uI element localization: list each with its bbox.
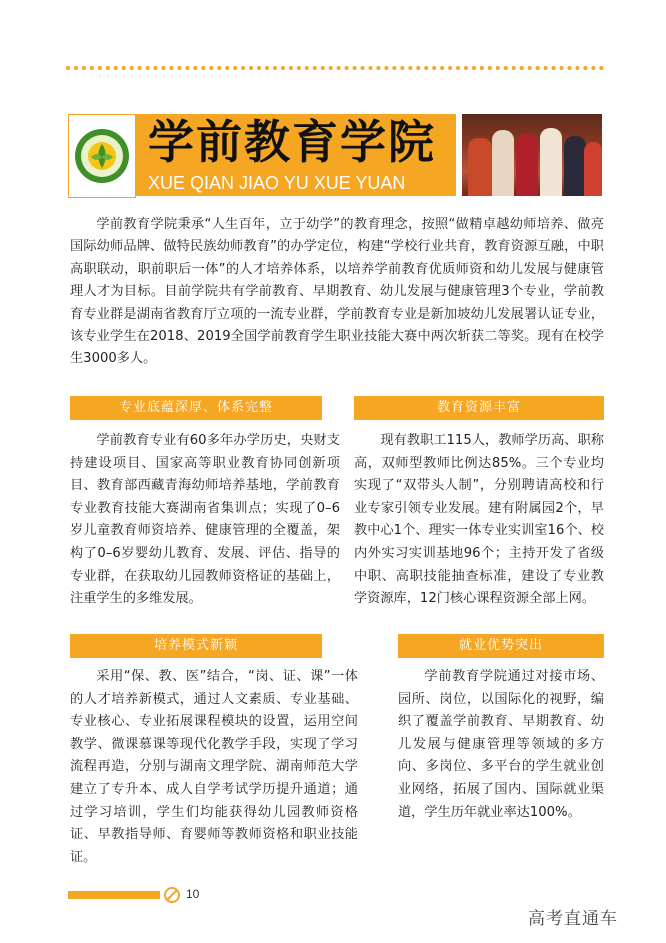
footer-accent-bar xyxy=(68,891,160,899)
page-number: 10 xyxy=(186,887,200,901)
section-heading-training-model: 培养模式新颖 xyxy=(70,634,322,658)
section-text-employment: 学前教育学院通过对接市场、园所、岗位，以国际化的视野，编织了覆盖学前教育、早期教育、幼儿发展与健康管理等领域的多方向、多岗位、多平台的学生就业创业网络，拓展了国内、国际就业渠道，学生历年就业率达100%。 xyxy=(398,669,604,820)
section-heading-employment: 就业优势突出 xyxy=(398,634,604,658)
watermark-text: 高考直通车 xyxy=(528,909,618,929)
section-heading-resources: 教育资源丰富 xyxy=(354,396,604,420)
footer-ornament-icon xyxy=(162,885,182,905)
college-logo xyxy=(68,114,136,198)
section-heading-foundation: 专业底蕴深厚、体系完整 xyxy=(70,396,322,420)
intro-paragraph: 学前教育学院秉承“人生百年，立于幼学”的教育理念，按照“做精卓越幼师培养、做亮国际幼师品牌、做特民族幼师教育”的办学定位，构建“学校行业共育，教育资源互融，中职高职联动，职前职后一体”的人才培养体系，以培养学前教育优质师资和幼儿发展与健康管理人才为目标。目前学院共有学前教育、早期教育、幼儿发展与健康管理3个专业，学前教育专业群是湖南省教育厅立项的一流专业群，学前教育专业是新加坡幼儿发展署认证专业，该专业学生在2018、2019全国学前教育学生职业技能大赛中两次斩获二等奖。现有在校学生3000多人。 xyxy=(70,217,604,367)
page-title: 学前教育学院 xyxy=(148,115,436,169)
section-text-training-model: 采用“保、教、医”结合，“岗、证、课”一体的人才培养新模式，通过人文素质、专业基础、专业核心、专业拓展课程模块的设置，运用空间教学、微课慕课等现代化教学手段，实现了学习流程再造，分别与湖南文理学院、湖南师范大学建立了专升本、成人自学考试学历提升通道；通过学习培训，学生们均能获得幼儿园教师资格证、早教指导师、育婴师等教师资格和职业技能证。 xyxy=(70,669,358,865)
performance-photo xyxy=(462,114,602,196)
top-dotted-divider xyxy=(66,66,604,70)
logo-emblem-icon xyxy=(73,127,131,185)
section-text-resources: 现有教职工115人，教师学历高、职称高，双师型教师比例达85%。三个专业均实现了“双带头人制”，分别聘请高校和行业专家引领专业发展。建有附属园2个，早教中心1个、理实一体专业实训室16个、校内外实习实训基地96个；主持开发了省级中职、高职技能抽查标准，建设了专业教学资源库，12门核心课程资源全部上网。 xyxy=(354,433,604,607)
page-title-pinyin: XUE QIAN JIAO YU XUE YUAN xyxy=(148,173,406,193)
section-text-foundation: 学前教育专业有60多年办学历史，央财支持建设项目、国家高等职业教育协同创新项目、教育部西藏青海幼师培养基地，学前教育专业教育技能大赛湖南省集训点；实现了0–6岁儿童教育师资培养、健康管理的全覆盖，架构了0–6岁婴幼儿教育、发展、评估、指导的专业群，在获取幼儿园教师资格证的基础上，注重学生的多维发展。 xyxy=(70,433,340,607)
